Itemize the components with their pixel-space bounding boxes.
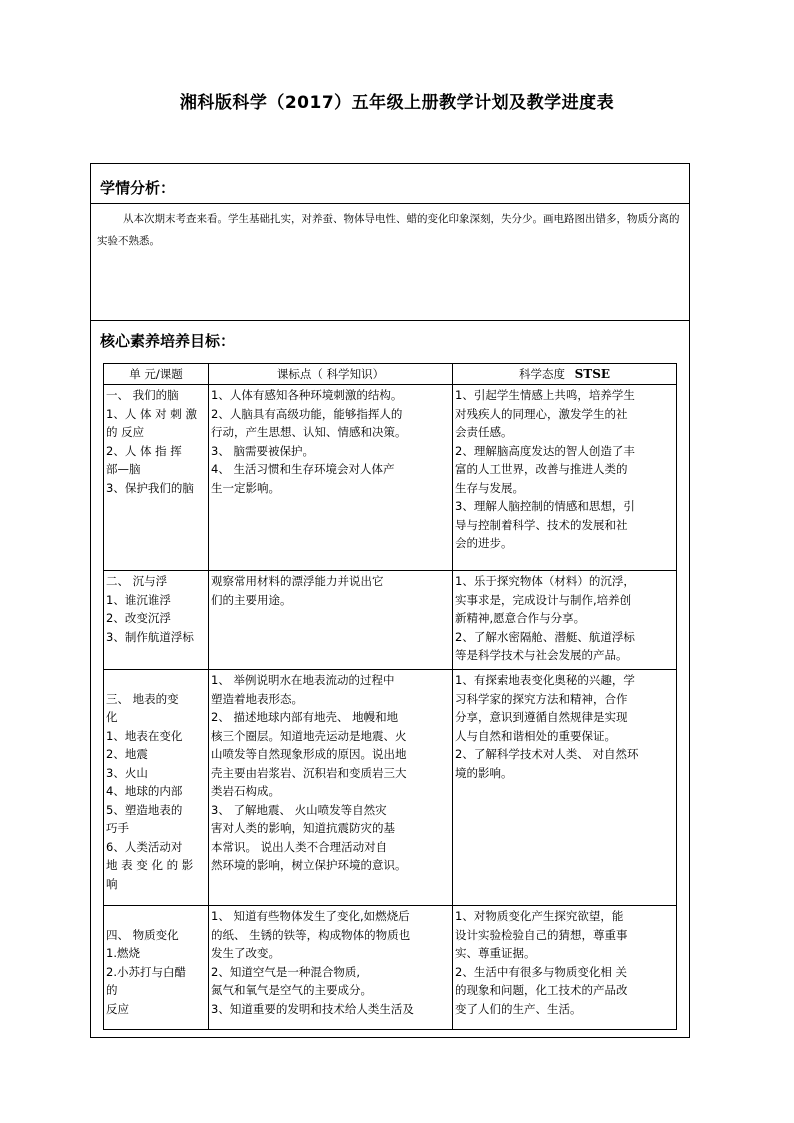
cell-line: 习科学家的探究方法和精神，合作 <box>455 691 628 706</box>
cell-knowledge <box>209 385 453 571</box>
cell-line: 3、火山 <box>106 765 148 780</box>
cell-line: 塑造着地表形态。 <box>211 691 303 706</box>
cell-line: 观察常用材料的漂浮能力并说出它 <box>211 574 384 588</box>
cell-line: 的现象和问题，化工技术的产品改 <box>455 983 628 997</box>
cell-line: 3、制作航道浮标 <box>106 629 194 644</box>
cell-line: 壳主要由岩浆岩、沉积岩和变质岩三大 <box>211 765 407 780</box>
cell-line: 分享，意识到遵循自然规律是实现 <box>455 710 628 724</box>
cell-line <box>106 907 206 926</box>
cell-line: 导与控制着科学、技术的发展和社 <box>455 517 628 532</box>
cell-line: 2、地震 <box>106 747 148 761</box>
header-attitude-label: 科学态度 <box>518 367 569 381</box>
cell-line: 1、乐于探究物体（材料）的沉浮， <box>455 574 635 588</box>
cell-line: 富的人工世界，改善与推进人类的 <box>455 462 628 476</box>
core-heading: 核心素养培养目标： <box>100 332 236 350</box>
cell-line: 生存与发展。 <box>455 480 524 495</box>
cell-line: 的纸、 生锈的铁等，构成物体的物质也 <box>211 927 411 942</box>
cell-line: 1、谁沉谁浮 <box>106 592 171 607</box>
cell-attitude <box>453 571 677 670</box>
cell-line: 山喷发等自然现象形成的原因。说出地 <box>211 747 407 761</box>
cell-attitude <box>453 906 677 1030</box>
cell-line: 2、了解水密隔舱、潜艇、航道浮标 <box>455 629 635 644</box>
cell-line: 变了人们的生产、生活。 <box>455 1001 582 1016</box>
analysis-text: 从本次期末考查来看。学生基础扎实，对养蚕、物体导电性、蜡的变化印象深刻，失分少。画电路图出错多，物质分离的实验不熟悉。 <box>97 213 680 247</box>
cell-line: 1、对物质变化产生探究欲望，能 <box>455 909 624 923</box>
cell-knowledge <box>209 906 453 1030</box>
divider-analysis <box>90 203 690 204</box>
cell-line: 地 表 变 化 的 影 <box>106 858 194 872</box>
cell-line: 3、理解人脑控制的情感和思想，引 <box>455 499 635 513</box>
cell-line: 2、理解脑高度发达的智人创造了丰 <box>455 443 635 458</box>
cell-line: 境的影响。 <box>455 765 513 780</box>
cell-line: 实事求是，完成设计与制作,培养创 <box>455 592 632 607</box>
cell-line: 1、 知道有些物体发生了变化,如燃烧后 <box>211 909 410 923</box>
cell-line: 三、 地表的变 <box>106 691 179 706</box>
table-header-row <box>104 364 677 385</box>
table-row <box>104 571 677 670</box>
cell-line: 然环境的影响，树立保护环境的意识。 <box>211 858 407 872</box>
cell-line: 核三个圈层。知道地壳运动是地震、火 <box>211 728 407 743</box>
cell-line: 会责任感。 <box>455 425 513 439</box>
cell-line: 反应 <box>106 1001 129 1016</box>
cell-line: 本常识。 说出人类不合理活动对自 <box>211 839 388 854</box>
cell-line: 们的主要用途。 <box>211 592 292 607</box>
cell-line: 的 反应 <box>106 425 145 439</box>
cell-line: 巧手 <box>106 821 129 835</box>
cell-line: 3、知道重要的发明和技术给人类生活及 <box>211 1001 414 1016</box>
cell-unit <box>104 571 209 670</box>
cell-line: 2、生活中有很多与物质变化相 关 <box>455 964 627 979</box>
cell-line: 4、 生活习惯和生存环境会对人体产 <box>211 462 395 476</box>
cell-unit <box>104 906 209 1030</box>
header-stse: STSE <box>574 367 611 381</box>
cell-line: 对残疾人的同理心，激发学生的社 <box>455 406 628 421</box>
cell-line: 1、有探索地表变化奥秘的兴趣，学 <box>455 673 635 687</box>
cell-line: 1、地表在变化 <box>106 728 183 743</box>
cell-attitude <box>453 670 677 906</box>
cell-line: 2、人脑具有高级功能，能够指挥人的 <box>211 406 403 421</box>
header-knowledge: 课标点（ 科学知识） <box>209 364 453 385</box>
cell-unit <box>104 670 209 906</box>
cell-line: 6、人类活动对 <box>106 839 183 854</box>
cell-line: 3、 了解地震、 火山喷发等自然灾 <box>211 802 387 817</box>
header-attitude <box>453 364 677 385</box>
cell-line: 氮气和氧气是空气的主要成分。 <box>211 983 372 997</box>
cell-line: 5、塑造地表的 <box>106 802 183 817</box>
cell-line: 2、改变沉浮 <box>106 611 171 625</box>
cell-line <box>106 671 206 690</box>
cell-line: 部—脑 <box>106 462 141 476</box>
cell-line: 实、尊重证据。 <box>455 946 536 960</box>
divider-core <box>90 320 690 321</box>
cell-line: 人与自然和谐相处的重要保证。 <box>455 728 616 743</box>
cell-line: 新精神,愿意合作与分享。 <box>455 611 586 625</box>
cell-line: 1、 举例说明水在地表流动的过程中 <box>211 673 395 687</box>
cell-line: 等是科学技术与社会发展的产品。 <box>455 648 628 662</box>
table-row <box>104 670 677 906</box>
page-title: 湘科版科学（2017）五年级上册教学计划及教学进度表 <box>179 93 615 113</box>
header-unit: 单 元/课题 <box>104 364 209 385</box>
cell-line: 一、 我们的脑 <box>106 388 179 402</box>
table-row <box>104 385 677 571</box>
cell-line: 四、 物质变化 <box>106 927 179 942</box>
cell-line: 生一定影响。 <box>211 480 280 495</box>
cell-line: 1.燃烧 <box>106 946 140 960</box>
cell-line: 发生了改变。 <box>211 946 280 960</box>
table-row <box>104 906 677 1030</box>
cell-line: 害对人类的影响，知道抗震防灾的基 <box>211 821 395 835</box>
cell-line: 2、了解科学技术对人类、 对自然环 <box>455 747 639 761</box>
cell-line: 3、保护我们的脑 <box>106 480 194 495</box>
cell-line: 4、地球的内部 <box>106 784 183 798</box>
goals-table <box>103 363 677 1030</box>
cell-knowledge <box>209 571 453 670</box>
cell-line: 二、 沉与浮 <box>106 574 168 588</box>
cell-attitude <box>453 385 677 571</box>
cell-line: 2、人 体 指 挥 <box>106 443 182 458</box>
cell-line: 类岩石构成。 <box>211 784 280 798</box>
cell-unit <box>104 385 209 571</box>
cell-line: 设计实验检验自己的猜想，尊重事 <box>455 927 628 942</box>
cell-line: 2.小苏打与白醋 <box>106 964 186 979</box>
cell-line: 1、人 体 对 刺 激 <box>106 406 197 421</box>
cell-knowledge <box>209 670 453 906</box>
cell-line: 3、 脑需要被保护。 <box>211 443 314 458</box>
cell-line: 化 <box>106 710 118 724</box>
analysis-heading: 学情分析： <box>100 179 176 197</box>
cell-line: 1、引起学生情感上共鸣，培养学生 <box>455 388 635 402</box>
cell-line: 的 <box>106 983 118 997</box>
cell-line: 2、 描述地球内部有地壳、 地幔和地 <box>211 710 399 724</box>
cell-line: 行动，产生思想、认知、情感和决策。 <box>211 425 407 439</box>
cell-line: 2、知道空气是一种混合物质, <box>211 964 360 979</box>
cell-line: 响 <box>106 876 118 891</box>
cell-line: 会的进步。 <box>455 536 513 550</box>
cell-line: 1、人体有感知各种环境刺激的结构。 <box>211 388 403 402</box>
